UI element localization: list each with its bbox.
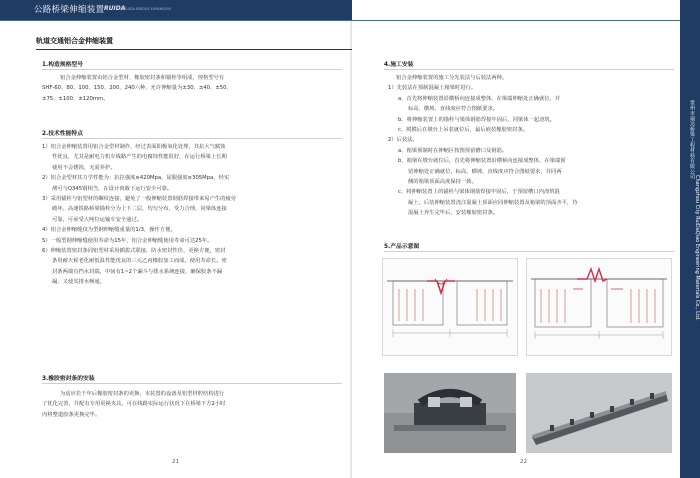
section-rule xyxy=(384,69,674,70)
section-body-features xyxy=(42,142,342,288)
sidebar-company-cn: 常州市瑞达桥梁工程材料有限公司 xyxy=(689,100,695,180)
section-heading-diagram: 5.产品示意图 xyxy=(384,244,420,250)
text-line: 封条两端有挡水封端，中间有1~2个漏斗与排水系统连接，确保胶条不漏 xyxy=(52,268,223,275)
section-rule xyxy=(42,383,342,384)
text-line: 1）先装法在预制混凝土箱梁时进行。 xyxy=(388,85,477,92)
section-body-specs xyxy=(42,73,342,104)
document-title: 轨道交通铝合金伸缩装置 xyxy=(36,37,113,45)
text-line: 为适应若干年后橡胶密封条的更换，本装置的设备及铝型材腔结构进行 xyxy=(60,391,225,397)
text-line: 留伸缩处正确就位，标高、横坡、直线度应符合图纸要求，并同两 xyxy=(408,168,562,175)
text-line: 1）铝合金伸缩装置用铝合金型材制作，经过表面阳极氧化处理，其抗大气腐蚀 xyxy=(42,144,226,150)
text-line: a、箱梁预制时在伸缩区按图预留槽口及钢筋。 xyxy=(398,147,508,154)
header-band xyxy=(0,0,352,20)
section-body-seal-install xyxy=(42,389,342,420)
text-line: 破坏。高速铁路桥梁锚栓分为上下二层，均匀分布，受力合理，同梁体连接 xyxy=(52,206,227,213)
text-line: 2）后装法。 xyxy=(388,137,418,144)
text-line: 5）一般型钢伸缩缝使用寿命为15年，铝合金伸缩缝使用寿命可达25年。 xyxy=(42,237,213,244)
text-line: a、首先将伸缩装置沿横桥向连接成整体，在梁端伸缩处正确就位，并 xyxy=(398,95,561,102)
photo-drawing xyxy=(384,373,516,453)
page-spine xyxy=(350,0,352,478)
text-line: 2）铝合金型材其力学性能为：抗拉强度≥420Mpa，屈服强度≥305Mpa，经实 xyxy=(42,175,230,182)
section-rule xyxy=(42,138,342,139)
cross-section-diagram-right xyxy=(526,258,672,356)
text-line: 3）采用锚栓与铝型材的螺纹连接，避免了一般伸缩装置钢筋焊接带来易产生的疲劳 xyxy=(42,196,237,203)
text-line: 混凝土养生完毕后，安装橡胶密封条。 xyxy=(408,210,499,217)
cross-section-diagram-left xyxy=(382,258,518,356)
text-line: ±75、±100、±120mm。 xyxy=(42,95,109,102)
header-title: 公路桥梁伸缩装置 xyxy=(34,5,105,15)
text-line: 了优化完善，并配有专用更换夹具，可在线路实际运行状况下在桥梁下方2小时 xyxy=(42,401,226,408)
photo-drawing xyxy=(526,373,672,453)
product-photo-anchor xyxy=(384,373,516,453)
text-line: 6）伸缩装置密封条同铝型材采用插拔式联接，防水密封性佳，更换方便，密封 xyxy=(42,248,226,255)
text-line: 漏，又使其排水畅通。 xyxy=(52,279,105,286)
page-number-left: 21 xyxy=(172,459,179,465)
product-photo-profile xyxy=(526,373,672,453)
section-heading-construction: 4.施工安装 xyxy=(384,62,414,68)
text-line: 测可与Q345钢相当，在设计荷载下运行安全可靠。 xyxy=(52,185,173,192)
section-heading-features: 2.技术性能特点 xyxy=(42,131,84,137)
text-line: b、将伸缩装置上的锚栓与梁体钢筋焊接牢固后，同梁体一起浇筑。 xyxy=(398,116,555,123)
text-line: 内将整道胶条更换完毕。 xyxy=(42,411,101,418)
section-heading-seal-install: 3.橡胶密封条的安装 xyxy=(42,376,95,382)
section-rule xyxy=(384,251,674,252)
diagram-drawing xyxy=(383,259,517,355)
text-line: 条用耐天候老化耐低温性能优良的三元乙丙橡胶加工而成，使用寿命长。密 xyxy=(52,258,227,265)
text-line: 可靠，可承受大吨位运输车安全通过。 xyxy=(52,216,143,223)
text-line: 侧的箱梁顶面高度保持一致。 xyxy=(408,179,477,186)
section-body-construction xyxy=(384,73,674,219)
text-line: 铝合金伸缩装置由铝合金型材、橡胶密封条和锚栓等组成，规格型号有 xyxy=(60,75,225,81)
sidebar-company-en: Changzhou City RuiDaQiao Engineering Materials Co., Ltd. xyxy=(694,175,700,321)
diagram-drawing xyxy=(527,259,671,355)
text-line: c、脱模后在墩台上吊装就位后，最后嵌装橡胶密封条。 xyxy=(398,127,529,134)
text-line: 铝合金伸缩装置的施工分先装法与后装法两种。 xyxy=(396,75,508,81)
text-line: 凝土，后装伸缩装置浇注混凝土顶面应同伸缩装置及箱梁的顶面齐平，待 xyxy=(408,199,578,206)
section-heading-specs: 1.构造规格型号 xyxy=(42,62,84,68)
text-line: 性优良，尤其是耐电力机车线路产生的电腐蚀性能很好，在运行桥梁上长期 xyxy=(52,154,227,161)
text-line: SHF-60、80、100、150、200、240六种，允许伸缩量为±30、±40、±50、 xyxy=(42,85,232,92)
header-divider xyxy=(0,20,700,21)
brand-logo-sub: RUIDA BRIDGE EXPANSION xyxy=(124,7,171,11)
text-line: c、将伸缩装置上的锚栓与梁体钢筋焊接牢固后，于预留槽口内浇筑混 xyxy=(398,189,560,196)
page-number-right: 22 xyxy=(520,459,527,465)
brand-logo: RUIDA xyxy=(104,5,126,12)
title-rule xyxy=(36,49,352,50)
text-line: 使用不会锈蚀，无需养护。 xyxy=(52,164,116,171)
text-line: b、箱梁在墩台就位后，首先将伸缩装置沿横桥向连接成整体，在梁端预 xyxy=(398,158,566,165)
text-line: 标高、横坡、直线度应符合图纸要求。 xyxy=(408,106,499,113)
section-rule xyxy=(42,69,342,70)
text-line: 4）铝合金伸缩缝仅为型钢伸缩缝重量的1/3，操作方便。 xyxy=(42,227,176,234)
